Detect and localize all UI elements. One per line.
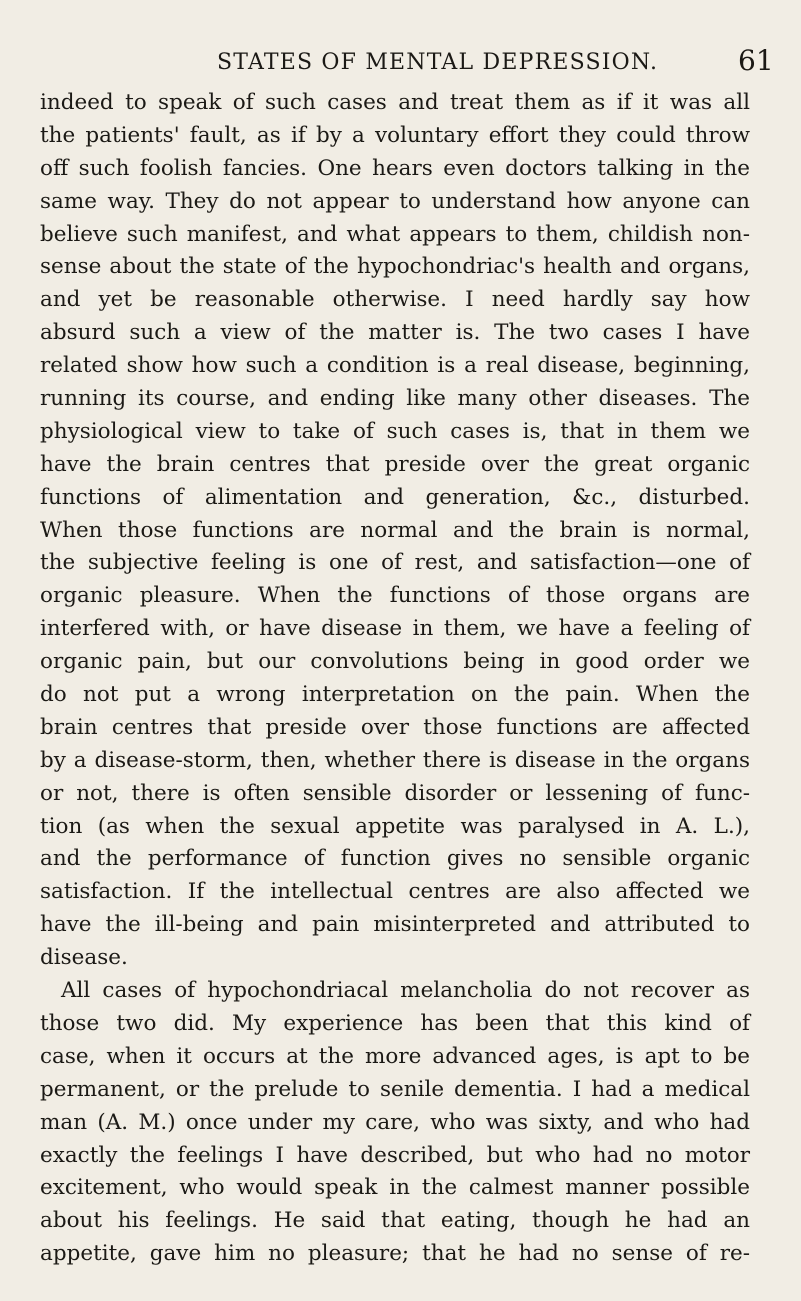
text-line: man (A. M.) once under my care, who was sixty, and who had [40,1109,750,1135]
text-line: same way. They do not appear to understand how anyone can [40,188,750,214]
text-line: interfered with, or have disease in them, we have a feeling of [40,616,750,642]
text-line: sense about the state of the hypochondriac's health and organs, [40,254,750,280]
text-line: exactly the feelings I have described, but who had no motor [40,1142,750,1168]
text-line: the patients' fault, as if by a voluntary effort they could throw [40,122,750,148]
text-line: and yet be reasonable otherwise. I need hardly say how [40,287,750,313]
text-line: and the performance of function gives no sensible organic [40,846,750,872]
text-line: or not, there is often sensible disorder or lessening of func- [40,780,750,806]
paragraph-end-line: disease. [40,945,128,971]
text-line: When those functions are normal and the brain is normal, [40,517,750,543]
text-line: related show how such a condition is a real disease, beginning, [40,353,750,379]
text-line: satisfaction. If the intellectual centres are also affected we [40,879,750,905]
text-line: off such foolish fancies. One hears even doctors talking in the [40,155,750,181]
text-line: by a disease-storm, then, whether there is disease in the organs [40,747,750,773]
text-line: do not put a wrong interpretation on the pain. When the [40,682,750,708]
text-line: organic pain, but our convolutions being in good order we [40,649,750,675]
text-line: tion (as when the sexual appetite was paralysed in A. L.), [40,813,750,839]
text-line: running its course, and ending like many other diseases. The [40,386,750,412]
running-head: STATES OF MENTAL DEPRESSION. [217,50,659,75]
text-line: those two did. My experience has been that this kind of [40,1010,750,1036]
text-line: indeed to speak of such cases and treat them as if it was all [40,90,750,115]
body-text [40,87,750,1271]
text-line: have the ill-being and pain misinterpreted and attributed to [40,912,750,938]
text-line: have the brain centres that preside over the great organic [40,451,750,477]
text-line: brain centres that preside over those functions are affected [40,714,750,740]
text-line: about his feelings. He said that eating, though he had an [40,1208,750,1234]
text-line: physiological view to take of such cases is, that in them we [40,418,750,444]
text-line: organic pleasure. When the functions of those organs are [40,583,750,609]
text-line: the subjective feeling is one of rest, and satisfaction—one of [40,550,750,576]
text-line: permanent, or the prelude to senile dementia. I had a medical [40,1076,750,1102]
text-line: excitement, who would speak in the calmest manner possible [40,1175,750,1201]
text-line: functions of alimentation and generation, &c., disturbed. [40,484,750,510]
text-line: absurd such a view of the matter is. The two cases I have [40,320,750,346]
paragraph-start-line: All cases of hypochondriacal melancholia do not recover as [61,978,750,1004]
text-line: appetite, gave him no pleasure; that he had no sense of re- [40,1241,750,1267]
text-line: case, when it occurs at the more advanced ages, is apt to be [40,1043,750,1069]
text-line: believe such manifest, and what appears to them, childish non- [40,221,750,247]
page-number: 61 [738,44,774,77]
